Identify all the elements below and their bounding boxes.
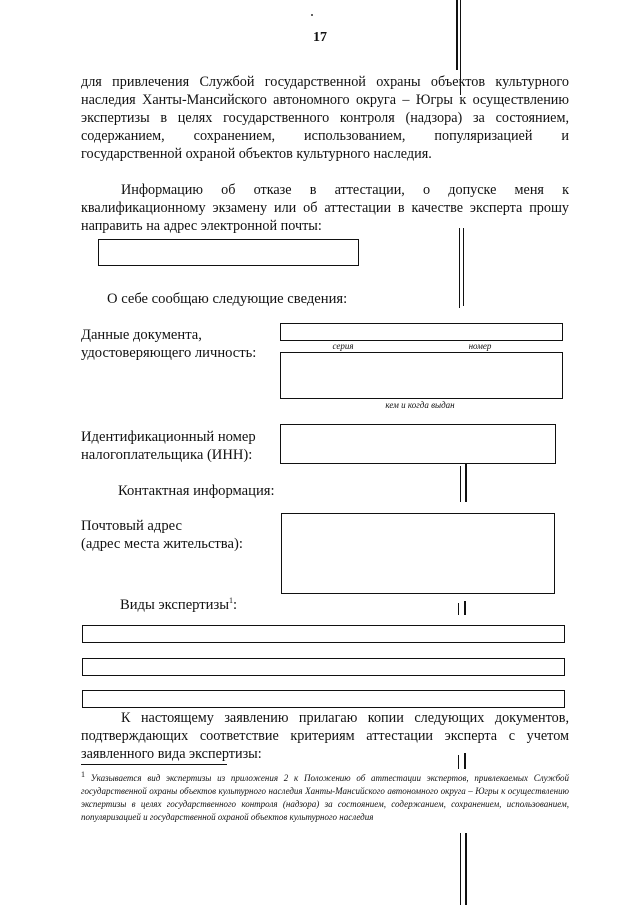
issued-caption: кем и когда выдан	[385, 400, 455, 410]
scan-binding-line	[458, 603, 459, 615]
scan-speck	[311, 14, 313, 16]
scan-binding-line	[464, 601, 466, 615]
scan-binding-line	[465, 462, 467, 502]
postal-address-field[interactable]	[281, 513, 555, 594]
inn-label-line2: налогоплательщика (ИНН):	[81, 447, 253, 463]
email-field[interactable]	[98, 239, 359, 266]
attachment-text: К настоящему заявлению прилагаю копии следующих документов, подтверждающих соответствие критериям аттестации эксперта с учетом заявленного вида экспертизы:	[81, 710, 569, 762]
footnote	[81, 768, 569, 824]
postal-label	[81, 517, 243, 553]
expertise-field-3[interactable]	[82, 690, 565, 708]
postal-label-line2: (адрес места жительства):	[81, 536, 243, 552]
id-document-label-line2: удостоверяющего личность:	[81, 345, 257, 361]
attachment-paragraph	[81, 709, 569, 763]
inn-label-line1: Идентификационный номер	[81, 429, 256, 445]
notice-text: Информацию об отказе в аттестации, о допуске меня к квалификационному экзамену или об аттестации в качестве эксперта прошу направить на адрес электронной почты:	[81, 182, 569, 234]
expertise-field-1[interactable]	[82, 625, 565, 643]
postal-label-line1: Почтовый адрес	[81, 518, 182, 534]
footnote-mark: 1	[81, 770, 85, 779]
intro-paragraph	[81, 73, 569, 163]
scan-binding-line	[459, 228, 460, 308]
scan-binding-line	[460, 833, 461, 905]
page-number: 17	[313, 30, 327, 45]
scan-binding-line	[463, 228, 464, 306]
contact-label: Контактная информация:	[118, 483, 275, 499]
intro-text: для привлечения Службой государственной охраны объектов культурного наследия Ханты-Мансийского автономного округа – Югры к осуществлению экспертизы в целях государственного контроля (надзора) за состоянием, содержанием, сохранением, использованием, популяризацией и государственной охраной объектов культурного наследия.	[81, 74, 569, 162]
about-me-label: О себе сообщаю следующие сведения:	[107, 291, 348, 307]
expertise-label-text: Виды экспертизы	[120, 596, 230, 613]
inn-field[interactable]	[280, 424, 556, 464]
id-document-label	[81, 326, 256, 362]
id-issued-by-field[interactable]	[280, 352, 563, 399]
expertise-field-2[interactable]	[82, 658, 565, 676]
footnote-reference: 1	[229, 596, 234, 605]
number-caption: номер	[468, 341, 492, 351]
scan-binding-line	[465, 833, 467, 905]
footnote-divider	[81, 764, 227, 765]
inn-label	[81, 428, 256, 464]
notice-paragraph	[81, 181, 569, 235]
expertise-colon: :	[233, 596, 238, 613]
id-series-number-field[interactable]	[280, 323, 563, 341]
footnote-text: Указывается вид экспертизы из приложения 2 к Положению об аттестации экспертов, привлекаемых Службой государственной охраны объектов культурного наследия Ханты-Мансийского автономного округа – Югры к осуществлению экспертизы в целях государственного контроля (надзора) за состоянием, содержанием, сохранением, использованием, популяризацией и государственной охраной объектов культурного наследия	[81, 773, 570, 822]
id-document-label-line1: Данные документа,	[81, 327, 202, 343]
scan-binding-line	[460, 466, 461, 502]
series-caption: серия	[332, 341, 354, 351]
expertise-label	[120, 592, 237, 614]
